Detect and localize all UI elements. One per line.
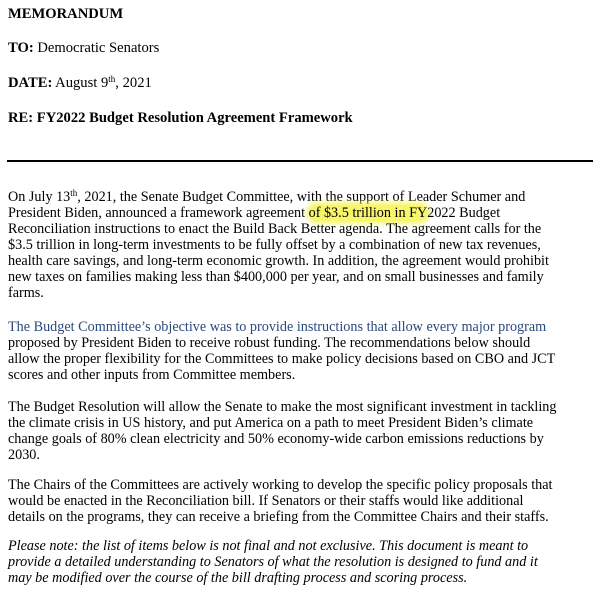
- note-paragraph: Please note: the list of items below is not final and not exclusive. This document is meant to provide a detailed understanding to Senators of what the resolution is designed to fund and it may be modified over the course of the bill drafting process and scoring process.: [8, 538, 538, 586]
- highlighted-amount: of $3.5 trillion in FY: [308, 205, 428, 221]
- memo-title: MEMORANDUM: [8, 6, 124, 22]
- memo-subject-line: [8, 109, 353, 127]
- re-value: FY2022 Budget Resolution Agreement Framework: [33, 110, 353, 126]
- paragraph-2: The Budget Committee’s objective was to provide instructions that allow every major program proposed by President Biden to receive robust funding. The recommendations below should allow the proper flexibility for the Committees to make policy decisions based on CBO and JCT scores and other inputs from Committee members.: [8, 319, 556, 383]
- to-label: TO:: [8, 40, 34, 56]
- to-value: Democratic Senators: [33, 40, 160, 56]
- header-divider: [7, 160, 593, 162]
- paragraph-4: The Chairs of the Committees are actively working to develop the specific policy proposals that would be enacted in the Reconciliation bill. If Senators or their staffs would like additional details on the programs, they can receive a briefing from the Committee Chairs and their staffs.: [8, 477, 553, 525]
- re-label: RE:: [8, 110, 34, 126]
- paragraph-1: On July 13th, 2021, the Senate Budget Committee, with the support of Leader Schumer and President Biden, announced a framework agreement of $3.5 trillion in FY2022 Budget Reconciliation instructions to enact the Build Back Better agenda. The agreement calls for the $3.5 trillion in long-term investments to be fully offset by a combination of new tax revenues, health care savings, and long-term economic growth. In addition, the agreement would prohibit new taxes on families making less than $400,000 per year, and on small businesses and family farms.: [8, 188, 549, 301]
- date-label: DATE:: [8, 75, 53, 91]
- memo-to-line: [8, 39, 159, 57]
- paragraph-3: The Budget Resolution will allow the Senate to make the most significant investment in tackling the climate crisis in US history, and put America on a path to meet President Biden’s climate change goals of 80% clean electricity and 50% economy-wide carbon emissions reductions by 2030.: [8, 399, 557, 463]
- date-value: August 9th, 2021: [52, 74, 152, 91]
- memo-date-line: [8, 74, 152, 92]
